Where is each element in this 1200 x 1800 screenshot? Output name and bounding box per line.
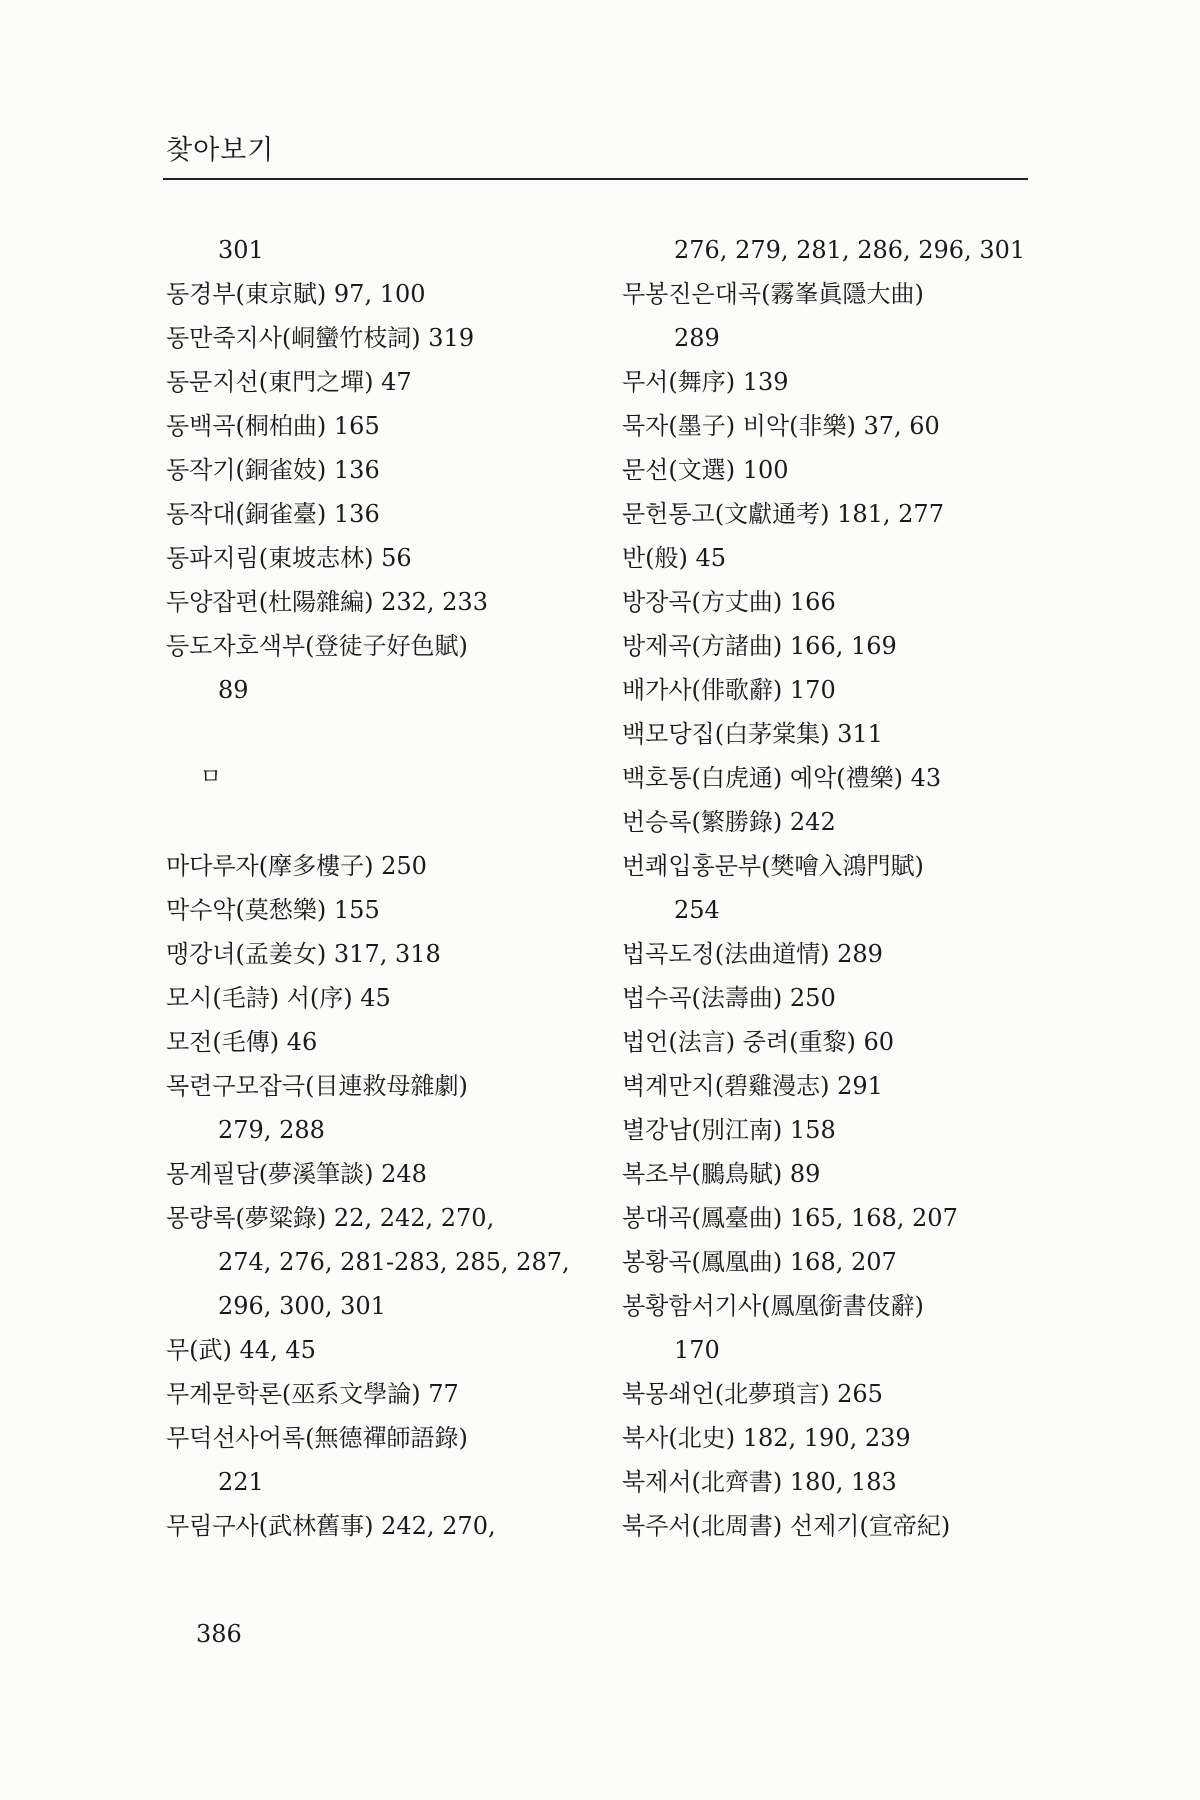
index-entry-line: 북사(北史) 182, 190, 239 [622, 1424, 911, 1452]
index-entry-line: 동작기(銅雀妓) 136 [166, 456, 380, 484]
index-entry-line: 방제곡(方諸曲) 166, 169 [622, 632, 897, 660]
index-entry-line: 맹강녀(孟姜女) 317, 318 [166, 940, 441, 968]
spacer-line [166, 712, 586, 756]
index-entry-line: 동작대(銅雀臺) 136 [166, 500, 380, 528]
index-entry-line: 모시(毛詩) 서(序) 45 [166, 984, 391, 1012]
index-entry-line: 막수악(莫愁樂) 155 [166, 896, 380, 924]
index-entry-line: 문선(文選) 100 [622, 456, 789, 484]
index-entry-line: 무(武) 44, 45 [166, 1336, 316, 1364]
index-entry-line: 번쾌입홍문부(樊噲入鴻門賦) [622, 852, 924, 880]
index-entry-line: 170 [674, 1336, 720, 1364]
index-entry-line: 마다루자(摩多樓子) 250 [166, 852, 427, 880]
index-entry-line: 반(般) 45 [622, 544, 727, 572]
index-entry-line: 벽계만지(碧雞漫志) 291 [622, 1072, 883, 1100]
index-entry-line: 274, 276, 281-283, 285, 287, [218, 1248, 570, 1276]
index-entry-line: 봉대곡(鳳臺曲) 165, 168, 207 [622, 1204, 958, 1232]
index-entry-line: 동파지림(東坡志林) 56 [166, 544, 412, 572]
section-letter: ㅁ [200, 765, 222, 790]
page-number: 386 [196, 1620, 242, 1648]
index-entry-line: 무계문학론(巫系文學論) 77 [166, 1380, 459, 1408]
index-entry-line: 배가사(俳歌辭) 170 [622, 676, 836, 704]
index-entry-line: 무덕선사어록(無德禪師語錄) [166, 1424, 468, 1452]
index-entry-line: 방장곡(方丈曲) 166 [622, 588, 836, 616]
index-entry-line: 북주서(北周書) 선제기(宣帝紀) [622, 1512, 951, 1540]
index-entry-line: 89 [218, 676, 249, 704]
index-entry-line: 301 [218, 236, 264, 264]
index-entry-line: 289 [674, 324, 720, 352]
index-entry-line: 몽량록(夢粱錄) 22, 242, 270, [166, 1204, 495, 1232]
index-entry-line: 동백곡(桐柏曲) 165 [166, 412, 380, 440]
index-entry-line: 동만죽지사(峒蠻竹枝詞) 319 [166, 324, 475, 352]
index-entry-line: 북몽쇄언(北夢瑣言) 265 [622, 1380, 883, 1408]
index-entry-line: 백모당집(白茅棠集) 311 [622, 720, 883, 748]
index-entry-line: 무서(舞序) 139 [622, 368, 789, 396]
index-entry-line: 254 [674, 896, 720, 924]
index-entry-line: 두양잡편(杜陽雜編) 232, 233 [166, 588, 488, 616]
index-entry-line: 무림구사(武林舊事) 242, 270, [166, 1512, 496, 1540]
index-column-right [622, 228, 1042, 1548]
index-entry-line: 복조부(鵩鳥賦) 89 [622, 1160, 821, 1188]
index-entry-line: 279, 288 [218, 1116, 325, 1144]
index-entry-line: 북제서(北齊書) 180, 183 [622, 1468, 897, 1496]
index-entry-line: 백호통(白虎通) 예악(禮樂) 43 [622, 764, 942, 792]
index-entry-line: 문헌통고(文獻通考) 181, 277 [622, 500, 944, 528]
spacer-line [166, 800, 586, 844]
index-entry-line: 법언(法言) 중려(重黎) 60 [622, 1028, 894, 1056]
index-entry-line: 목련구모잡극(目連救母雜劇) [166, 1072, 468, 1100]
index-entry-line: 봉황함서기사(鳳凰銜書伎辭) [622, 1292, 924, 1320]
index-entry-line: 묵자(墨子) 비악(非樂) 37, 60 [622, 412, 940, 440]
index-entry-line: 법곡도정(法曲道情) 289 [622, 940, 883, 968]
index-entry-line: 몽계필담(夢溪筆談) 248 [166, 1160, 427, 1188]
index-entry-line: 276, 279, 281, 286, 296, 301 [674, 236, 1026, 264]
index-entry-line: 번승록(繁勝錄) 242 [622, 808, 836, 836]
header-rule [163, 178, 1028, 180]
index-entry-line: 별강남(別江南) 158 [622, 1116, 836, 1144]
index-entry-line: 동문지선(東門之墠) 47 [166, 368, 412, 396]
index-entry-line: 221 [218, 1468, 264, 1496]
running-head-title: 찾아보기 [166, 135, 275, 166]
index-entry-line: 무봉진은대곡(霧峯眞隱大曲) [622, 280, 924, 308]
index-entry-line: 등도자호색부(登徒子好色賦) [166, 632, 468, 660]
index-column-left [166, 228, 586, 1548]
index-entry-line: 296, 300, 301 [218, 1292, 386, 1320]
index-entry-line: 모전(毛傳) 46 [166, 1028, 318, 1056]
index-entry-line: 동경부(東京賦) 97, 100 [166, 280, 426, 308]
index-entry-line: 봉황곡(鳳凰曲) 168, 207 [622, 1248, 897, 1276]
index-entry-line: 법수곡(法壽曲) 250 [622, 984, 836, 1012]
